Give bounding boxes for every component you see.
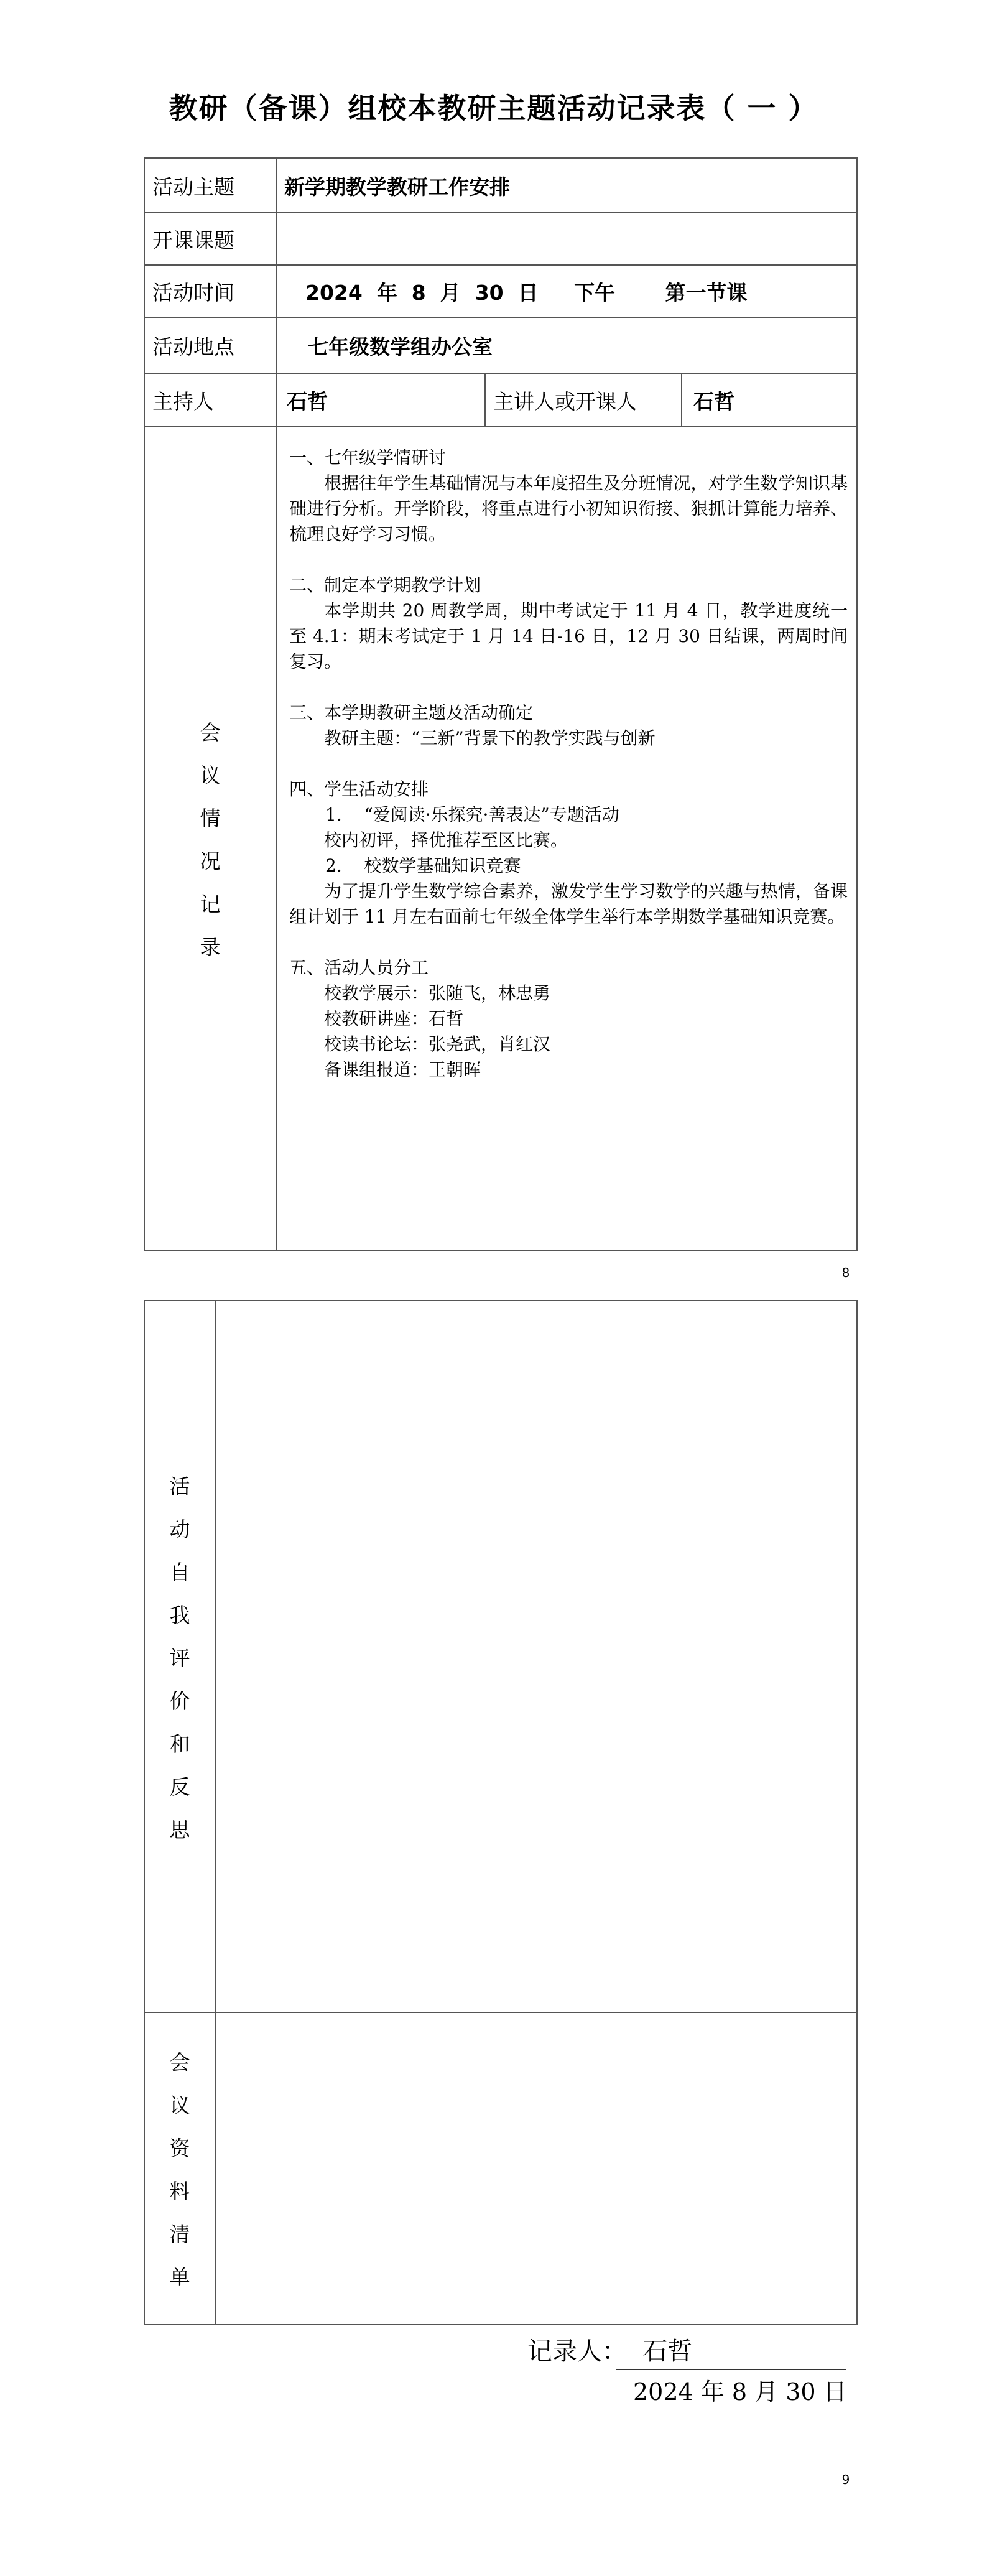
host-label: 主持人: [144, 373, 276, 427]
section-5-line-3: 校读书论坛：张尧武，肖红汉: [324, 1034, 551, 1054]
topic-label: 活动主题: [144, 158, 276, 213]
activity-record-table: [144, 157, 858, 1251]
recorder-signature: 记录人： 石哲: [527, 2337, 693, 2366]
reflection-content: [215, 1301, 857, 2012]
section-3-heading: 三、本学期教研主题及活动确定: [289, 702, 534, 723]
course-value: [276, 213, 857, 265]
speaker-label: 主讲人或开课人: [485, 373, 682, 427]
section-5-line-2: 校教研讲座：石哲: [324, 1008, 464, 1029]
section-4-item-1-detail: 校内初评，择优推荐至区比赛。: [324, 830, 568, 850]
page-number: 8: [841, 1265, 850, 1280]
section-1-heading: 一、七年级学情研讨: [289, 447, 447, 468]
section-2-heading: 二、制定本学期教学计划: [289, 575, 481, 595]
record-date: 2024 年 8 月 30 日: [633, 2378, 847, 2406]
time-value: 2024 年 8 月 30 日 下午 第一节课: [276, 265, 857, 317]
materials-content: [215, 2012, 857, 2325]
place-value: 七年级数学组办公室: [276, 317, 857, 373]
host-value: 石哲: [276, 373, 485, 427]
section-4-item-2-detail: 为了提升学生数学综合素养，激发学生学习数学的兴趣与热情，备课组计划于 11 月左右面前七年级全体学生举行本学期数学基础知识竞赛。: [289, 881, 848, 927]
meeting-record-label: 会 议 情 况 记 录: [144, 427, 276, 1250]
place-label: 活动地点: [144, 317, 276, 373]
reflection-label: 活 动 自 我 评 价 和 反 思: [144, 1301, 215, 2012]
section-4-heading: 四、学生活动安排: [289, 779, 429, 799]
reflection-table: [144, 1300, 858, 2325]
speaker-value: 石哲: [682, 373, 857, 427]
materials-label: 会 议 资 料 清 单: [144, 2012, 215, 2325]
section-5-line-4: 备课组报道：王朝晖: [324, 1059, 481, 1080]
course-label: 开课课题: [144, 213, 276, 265]
time-label: 活动时间: [144, 265, 276, 317]
section-4-item-1: 1. “爱阅读·乐探究·善表达”专题活动: [325, 804, 619, 825]
section-5-heading: 五、活动人员分工: [289, 957, 429, 978]
topic-value: 新学期教学教研工作安排: [276, 158, 857, 213]
section-3-body: 教研主题：“三新”背景下的教学实践与创新: [324, 728, 656, 748]
section-4-item-2: 2. 校数学基础知识竞赛: [325, 855, 521, 876]
section-1-body: 根据往年学生基础情况与本年度招生及分班情况，对学生数学知识基础进行分析。开学阶段，将重点进行小初知识衔接、狠抓计算能力培养、梳理良好学习习惯。: [289, 473, 848, 544]
date-underline: [616, 2369, 846, 2370]
section-5-line-1: 校教学展示：张随飞，林忠勇: [324, 983, 551, 1003]
page-number: 9: [841, 2472, 850, 2487]
page-title: 教研（备课）组校本教研主题活动记录表（ 一 ）: [169, 91, 818, 125]
section-2-body: 本学期共 20 周教学周，期中考试定于 11 月 4 日，教学进度统一至 4.1：期末考试定于 1 月 14 日-16 日，12 月 30 日结课，两周时间复习。: [289, 600, 848, 672]
meeting-record-content: [276, 427, 857, 1250]
